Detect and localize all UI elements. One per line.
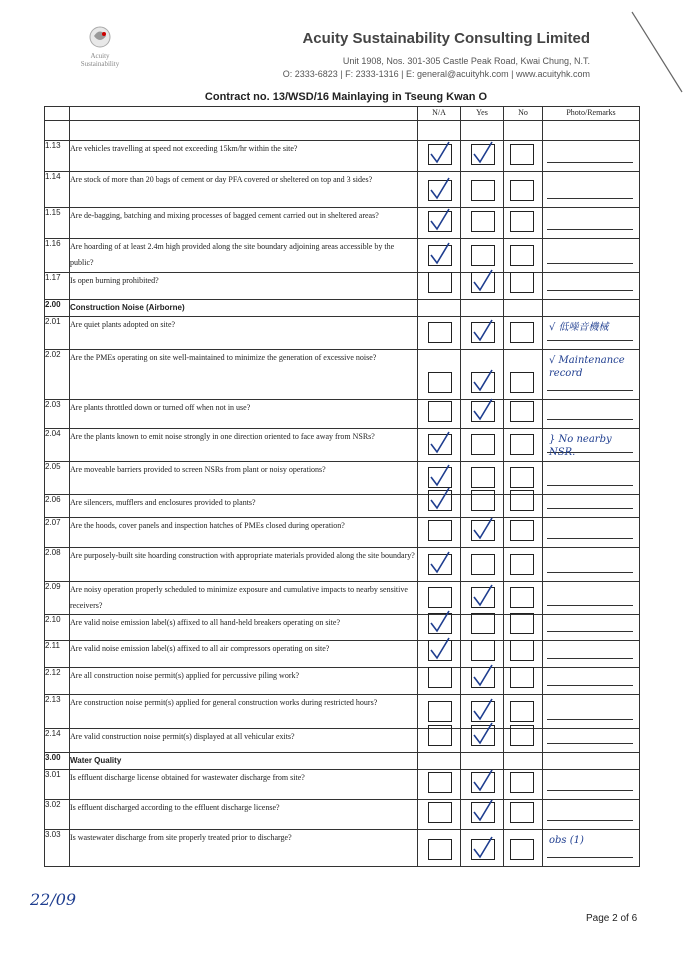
cell-no: [504, 495, 543, 518]
cell-na: [418, 695, 461, 729]
cell-remarks: [543, 729, 640, 753]
item-question: Is open burning prohibited?: [70, 273, 418, 300]
cell-no: [504, 208, 543, 239]
handwritten-remark: } No nearby NSR.: [549, 434, 612, 458]
cell-na: [418, 400, 461, 429]
table-row: [45, 429, 640, 462]
tick-icon: [427, 609, 453, 635]
table-row: [45, 729, 640, 753]
cell-remarks: [543, 615, 640, 641]
checkbox-yes[interactable]: [471, 725, 495, 746]
tick-icon: [470, 835, 496, 861]
item-number: 2.08: [45, 548, 70, 582]
checkbox-yes[interactable]: [471, 587, 495, 608]
cell-no: [504, 770, 543, 800]
checkbox-no[interactable]: [510, 587, 534, 608]
cell-yes: [461, 729, 504, 753]
cell-yes: [461, 121, 504, 141]
tick-icon: [470, 768, 496, 794]
cell-remarks: [543, 495, 640, 518]
item-question: Are noisy operation properly scheduled to minimize exposure and cumulative impacts to nearby sensitive receivers?: [70, 582, 418, 615]
checkbox-na[interactable]: [428, 802, 452, 823]
cell-no: [504, 172, 543, 208]
checkbox-yes[interactable]: [471, 245, 495, 266]
table-row: [45, 273, 640, 300]
cell-no: [504, 615, 543, 641]
tick-icon: [427, 241, 453, 267]
tick-icon: [470, 140, 496, 166]
checkbox-na[interactable]: [428, 640, 452, 661]
section-title: Construction Noise (Airborne): [70, 300, 418, 317]
checkbox-na[interactable]: [428, 467, 452, 488]
checkbox-na[interactable]: [428, 245, 452, 266]
table-row: [45, 317, 640, 350]
cell-na: [418, 239, 461, 273]
checkbox-no[interactable]: [510, 180, 534, 201]
cell-no: [504, 300, 543, 317]
checkbox-no[interactable]: [510, 725, 534, 746]
section-title: Water Quality: [70, 753, 418, 770]
checkbox-no[interactable]: [510, 322, 534, 343]
checkbox-no[interactable]: [510, 640, 534, 661]
item-number: 2.07: [45, 518, 70, 548]
tick-icon: [427, 207, 453, 233]
checkbox-na[interactable]: [428, 772, 452, 793]
remark-line: [547, 631, 633, 632]
checkbox-na[interactable]: [428, 520, 452, 541]
item-number: 2.03: [45, 400, 70, 429]
cell-no: [504, 641, 543, 668]
checkbox-no[interactable]: [510, 839, 534, 860]
remark-line: [547, 572, 633, 573]
cell-no: [504, 518, 543, 548]
cell-na: [418, 300, 461, 317]
checklist-table: [44, 106, 640, 867]
cell-no: [504, 273, 543, 300]
cell-remarks: [543, 800, 640, 830]
item-question: Are valid noise emission label(s) affixed to all hand-held breakers operating on site?: [70, 615, 418, 641]
checkbox-no[interactable]: [510, 520, 534, 541]
cell-no: [504, 239, 543, 273]
item-number: 1.13: [45, 141, 70, 172]
cell-na: [418, 830, 461, 867]
item-number: 1.16: [45, 239, 70, 273]
checkbox-no[interactable]: [510, 701, 534, 722]
item-question: Are quiet plants adopted on site?: [70, 317, 418, 350]
cell-remarks: [543, 518, 640, 548]
item-number: 2.01: [45, 317, 70, 350]
tick-icon: [470, 268, 496, 294]
handwritten-remark: √ Maintenance record: [549, 355, 625, 379]
checkbox-yes[interactable]: [471, 322, 495, 343]
pen-stroke: [630, 10, 685, 95]
cell-na: [418, 548, 461, 582]
cell-remarks: [543, 582, 640, 615]
cell-remarks: [543, 172, 640, 208]
checkbox-no[interactable]: [510, 434, 534, 455]
cell-yes: [461, 668, 504, 695]
remark-line: [547, 198, 633, 199]
col-header-yes: Yes: [461, 107, 504, 121]
cell-yes: [461, 350, 504, 400]
checkbox-na[interactable]: [428, 144, 452, 165]
cell-yes: [461, 753, 504, 770]
checkbox-na[interactable]: [428, 613, 452, 634]
checkbox-no[interactable]: [510, 401, 534, 422]
cell-remarks: [543, 830, 640, 867]
remark-line: [547, 390, 633, 391]
remark-line: [547, 508, 633, 509]
cell-no: [504, 668, 543, 695]
cell-yes: [461, 770, 504, 800]
item-number: 2.02: [45, 350, 70, 400]
checkbox-no[interactable]: [510, 144, 534, 165]
item-question: Are valid noise emission label(s) affixed to all air compressors operating on site?: [70, 641, 418, 668]
cell-yes: [461, 582, 504, 615]
checkbox-yes[interactable]: [471, 144, 495, 165]
table-row: [45, 239, 640, 273]
remark-line: [547, 340, 633, 341]
item-question: Are hoarding of at least 2.4m high provided along the site boundary adjoining areas accessible by the public?: [70, 239, 418, 273]
table-row: [45, 615, 640, 641]
cell-no: [504, 400, 543, 429]
header-blank-question: [70, 107, 418, 121]
cell-remarks: [543, 668, 640, 695]
cell-na: [418, 641, 461, 668]
checkbox-yes[interactable]: [471, 613, 495, 634]
cell-yes: [461, 141, 504, 172]
checkbox-yes[interactable]: [471, 839, 495, 860]
item-number: 1.15: [45, 208, 70, 239]
checkbox-na[interactable]: [428, 701, 452, 722]
item-question: Are silencers, mufflers and enclosures provided to plants?: [70, 495, 418, 518]
col-header-no: No: [504, 107, 543, 121]
cell-remarks: [543, 273, 640, 300]
tick-icon: [470, 663, 496, 689]
checkbox-yes[interactable]: [471, 772, 495, 793]
cell-na: [418, 770, 461, 800]
checkbox-yes[interactable]: [471, 401, 495, 422]
company-logo: [70, 22, 130, 82]
tick-icon: [427, 430, 453, 456]
item-question: Are the hoods, cover panels and inspection hatches of PMEs closed during operation?: [70, 518, 418, 548]
tick-icon: [470, 397, 496, 423]
cell-no: [504, 729, 543, 753]
checkbox-no[interactable]: [510, 667, 534, 688]
remark-line: [547, 743, 633, 744]
section-row: [45, 300, 640, 317]
cell-remarks: [543, 350, 640, 400]
table-row: [45, 800, 640, 830]
cell-yes: [461, 317, 504, 350]
checkbox-na[interactable]: [428, 434, 452, 455]
checkbox-yes[interactable]: [471, 520, 495, 541]
checkbox-no[interactable]: [510, 211, 534, 232]
header-blank-num: [45, 107, 70, 121]
checkbox-na[interactable]: [428, 490, 452, 511]
contract-title: Contract no. 13/WSD/16 Mainlaying in Tseung Kwan O: [204, 91, 488, 103]
remark-line: [547, 229, 633, 230]
item-number: 2.13: [45, 695, 70, 729]
remark-line: [547, 162, 633, 163]
remark-line: [547, 290, 633, 291]
tick-icon: [427, 550, 453, 576]
checkbox-na[interactable]: [428, 401, 452, 422]
remark-line: [547, 538, 633, 539]
cell-yes: [461, 800, 504, 830]
cell-na: [418, 350, 461, 400]
cell-no: [504, 753, 543, 770]
table-row: [45, 830, 640, 867]
table-row: [45, 668, 640, 695]
cell-remarks: [543, 141, 640, 172]
item-question: Are all construction noise permit(s) applied for percussive piling work?: [70, 668, 418, 695]
cell-yes: [461, 518, 504, 548]
item-number: 2.00: [45, 300, 70, 317]
checkbox-no[interactable]: [510, 272, 534, 293]
table-row: [45, 770, 640, 800]
tick-icon: [427, 140, 453, 166]
tick-icon: [470, 318, 496, 344]
remark-line: [547, 485, 633, 486]
table-row: [45, 641, 640, 668]
checkbox-na[interactable]: [428, 554, 452, 575]
cell-yes: [461, 273, 504, 300]
cell-no: [504, 141, 543, 172]
cell-na: [418, 753, 461, 770]
table-row: [45, 400, 640, 429]
checkbox-no[interactable]: [510, 490, 534, 511]
cell-yes: [461, 172, 504, 208]
tick-icon: [427, 176, 453, 202]
item-number: 2.04: [45, 429, 70, 462]
remark-line: [547, 857, 633, 858]
cell-na: [418, 121, 461, 141]
remark-line: [547, 658, 633, 659]
table-row: [45, 172, 640, 208]
checkbox-na[interactable]: [428, 322, 452, 343]
remark-line: [547, 685, 633, 686]
tick-icon: [470, 583, 496, 609]
company-name: Acuity Sustainability Consulting Limited: [302, 30, 590, 47]
cell-remarks: [543, 548, 640, 582]
cell-remarks: [543, 317, 640, 350]
logo-mark: [85, 22, 115, 52]
cell-remarks: [543, 239, 640, 273]
company-address: Unit 1908, Nos. 301-305 Castle Peak Road, Kwai Chung, N.T.: [342, 56, 590, 66]
item-question: Are the PMEs operating on site well-maintained to minimize the generation of excessive noise?: [70, 350, 418, 400]
remark-line: [547, 719, 633, 720]
cell-remarks: [543, 462, 640, 495]
cell-no: [504, 429, 543, 462]
cell-na: [418, 273, 461, 300]
item-number: 3.03: [45, 830, 70, 867]
table-row: [45, 695, 640, 729]
company-address-block: [283, 55, 590, 81]
checkbox-no[interactable]: [510, 772, 534, 793]
logo-text-2: Sustainability: [80, 60, 120, 68]
company-contact: O: 2333-6823 | F: 2333-1316 | E: general@acuityhk.com | www.acuityhk.com: [282, 69, 590, 79]
checkbox-yes[interactable]: [471, 180, 495, 201]
cell-no: [504, 695, 543, 729]
tick-icon: [470, 368, 496, 394]
checkbox-no[interactable]: [510, 554, 534, 575]
checkbox-na[interactable]: [428, 211, 452, 232]
cell-na: [418, 668, 461, 695]
item-question: Is wastewater discharge from site properly treated prior to discharge?: [70, 830, 418, 867]
item-number: 3.00: [45, 753, 70, 770]
cell-na: [418, 208, 461, 239]
cell-no: [504, 582, 543, 615]
checkbox-yes[interactable]: [471, 802, 495, 823]
item-question: Are the plants known to emit noise strongly in one direction oriented to face away from NSRs?: [70, 429, 418, 462]
table-row: [45, 141, 640, 172]
cell-remarks: [543, 695, 640, 729]
tick-icon: [470, 721, 496, 747]
item-number: 2.10: [45, 615, 70, 641]
handwritten-remark: √ 低噪音機械: [549, 322, 609, 333]
checkbox-yes[interactable]: [471, 490, 495, 511]
cell-remarks: [543, 641, 640, 668]
tick-icon: [427, 636, 453, 662]
remark-line: [547, 419, 633, 420]
table-row: [45, 518, 640, 548]
item-number: 2.06: [45, 495, 70, 518]
cell-na: [418, 141, 461, 172]
page-number: Page 2 of 6: [586, 913, 638, 924]
cell-remarks: [543, 400, 640, 429]
cell-yes: [461, 548, 504, 582]
remark-line: [547, 820, 633, 821]
cell-yes: [461, 400, 504, 429]
checkbox-no[interactable]: [510, 613, 534, 634]
item-question: Are construction noise permit(s) applied for general construction works during restricted hours?: [70, 695, 418, 729]
checkbox-na[interactable]: [428, 372, 452, 393]
cell-no: [504, 317, 543, 350]
checkbox-yes[interactable]: [471, 667, 495, 688]
cell-na: [418, 429, 461, 462]
tick-icon: [470, 516, 496, 542]
checkbox-yes[interactable]: [471, 272, 495, 293]
cell-na: [418, 518, 461, 548]
tick-icon: [470, 798, 496, 824]
item-number: 3.02: [45, 800, 70, 830]
table-row: [45, 548, 640, 582]
cell-no: [504, 548, 543, 582]
item-question: Are moveable barriers provided to screen NSRs from plant or noisy operations?: [70, 462, 418, 495]
blank-row: [45, 121, 640, 141]
cell-na: [418, 172, 461, 208]
remark-line: [547, 605, 633, 606]
cell-remarks: [543, 121, 640, 141]
item-number: 1.14: [45, 172, 70, 208]
cell-yes: [461, 208, 504, 239]
checkbox-na[interactable]: [428, 725, 452, 746]
col-header-na: N/A: [418, 107, 461, 121]
handwritten-remark: obs (1): [549, 835, 584, 846]
item-number: 2.05: [45, 462, 70, 495]
item-number: 2.12: [45, 668, 70, 695]
cell-na: [418, 800, 461, 830]
table-row: [45, 350, 640, 400]
item-question: Are valid construction noise permit(s) displayed at all vehicular exits?: [70, 729, 418, 753]
item-number: [45, 121, 70, 141]
item-question: [70, 121, 418, 141]
cell-remarks: [543, 429, 640, 462]
remark-line: [547, 790, 633, 791]
checkbox-yes[interactable]: [471, 211, 495, 232]
checkbox-na[interactable]: [428, 180, 452, 201]
item-question: Are plants throttled down or turned off when not in use?: [70, 400, 418, 429]
checkbox-na[interactable]: [428, 272, 452, 293]
cell-na: [418, 729, 461, 753]
cell-remarks: [543, 300, 640, 317]
cell-no: [504, 800, 543, 830]
checkbox-yes[interactable]: [471, 467, 495, 488]
cell-yes: [461, 830, 504, 867]
cell-remarks: [543, 753, 640, 770]
tick-icon: [470, 697, 496, 723]
checkbox-no[interactable]: [510, 372, 534, 393]
remark-line: [547, 263, 633, 264]
tick-icon: [427, 486, 453, 512]
table-row: [45, 582, 640, 615]
checkbox-no[interactable]: [510, 467, 534, 488]
cell-yes: [461, 615, 504, 641]
cell-na: [418, 495, 461, 518]
cell-remarks: [543, 208, 640, 239]
item-question: Are stock of more than 20 bags of cement or day PFA covered or sheltered on top and 3 sides?: [70, 172, 418, 208]
cell-yes: [461, 300, 504, 317]
item-number: 2.09: [45, 582, 70, 615]
item-question: Is effluent discharged according to the effluent discharge license?: [70, 800, 418, 830]
cell-yes: [461, 495, 504, 518]
cell-na: [418, 317, 461, 350]
item-question: Are vehicles travelling at speed not exceeding 15km/hr within the site?: [70, 141, 418, 172]
item-question: Is effluent discharge license obtained for wastewater discharge from site?: [70, 770, 418, 800]
logo-text-1: Acuity: [90, 52, 110, 60]
cell-no: [504, 830, 543, 867]
table-row: [45, 462, 640, 495]
checkbox-na[interactable]: [428, 587, 452, 608]
checkbox-yes[interactable]: [471, 434, 495, 455]
item-number: 1.17: [45, 273, 70, 300]
cell-no: [504, 350, 543, 400]
checkbox-yes[interactable]: [471, 372, 495, 393]
table-row: [45, 495, 640, 518]
cell-remarks: [543, 770, 640, 800]
col-header-remarks: Photo/Remarks: [543, 107, 640, 121]
checkbox-na[interactable]: [428, 839, 452, 860]
cell-no: [504, 121, 543, 141]
checkbox-yes[interactable]: [471, 701, 495, 722]
item-question: Are de-bagging, batching and mixing processes of bagged cement carried out in sheltered areas?: [70, 208, 418, 239]
cell-yes: [461, 429, 504, 462]
checkbox-no[interactable]: [510, 802, 534, 823]
checkbox-yes[interactable]: [471, 640, 495, 661]
checkbox-na[interactable]: [428, 667, 452, 688]
section-row: [45, 753, 640, 770]
table-row: [45, 208, 640, 239]
checkbox-no[interactable]: [510, 245, 534, 266]
item-number: 3.01: [45, 770, 70, 800]
item-question: Are purposely-built site hoarding construction with appropriate materials provided along the site boundary?: [70, 548, 418, 582]
item-number: 2.11: [45, 641, 70, 668]
handwritten-date: 22/09: [30, 890, 77, 909]
checkbox-yes[interactable]: [471, 554, 495, 575]
item-number: 2.14: [45, 729, 70, 753]
